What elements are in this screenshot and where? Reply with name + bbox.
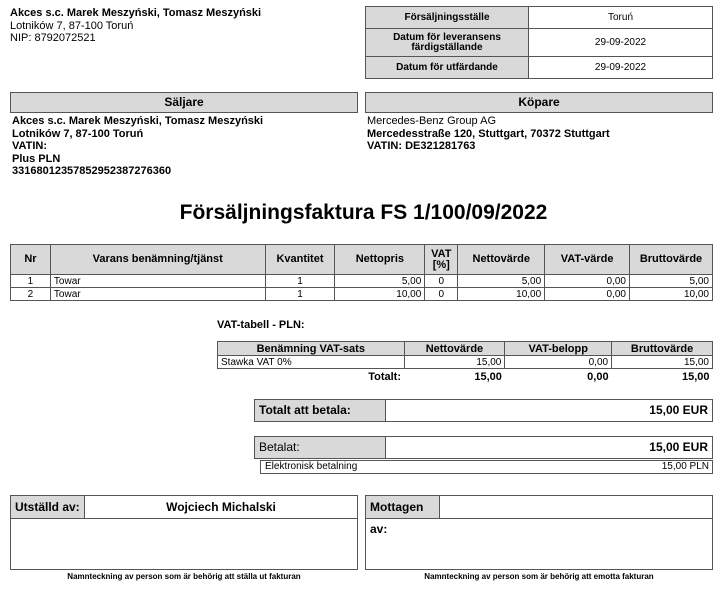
received-by-box: [365, 495, 713, 570]
payment-method-value: 15,00 PLN: [661, 461, 709, 472]
item-nr: 2: [11, 288, 51, 301]
issued-by-box: [10, 495, 358, 570]
col-header: Varans benämning/tjänst: [50, 245, 265, 275]
seller-header-nip: NIP: 8792072521: [10, 32, 96, 44]
item-qty: 1: [265, 275, 335, 288]
vat-total-gross: 15,00: [681, 370, 710, 383]
seller-details: [12, 115, 358, 178]
vat-gross: 15,00: [612, 356, 713, 369]
seller-header: [10, 7, 340, 45]
item-vat: 0: [425, 288, 458, 301]
buyer-vatin: VATIN: DE321281763: [367, 140, 476, 152]
item-net-value: 10,00: [458, 288, 545, 301]
vat-total-vat: 0,00: [587, 370, 609, 383]
info-label: Datum för leveransens färdigställande: [366, 29, 529, 57]
vat-total-net: 15,00: [474, 370, 502, 383]
item-net-price: 10,00: [335, 288, 425, 301]
total-to-pay-label: Totalt att betala:: [255, 400, 386, 421]
item-qty: 1: [265, 288, 335, 301]
item-gross-value: 10,00: [630, 288, 713, 301]
received-by-name-cell: [440, 496, 712, 519]
seller-title: Säljare: [10, 92, 358, 113]
seller-header-name: Akces s.c. Marek Meszyński, Tomasz Meszyński: [10, 7, 262, 19]
items-header-row: [11, 245, 713, 275]
col-header: VAT-belopp: [505, 342, 612, 356]
vat-table: [217, 341, 713, 385]
item-nr: 1: [11, 275, 51, 288]
table-row: [11, 288, 713, 301]
seller-account: 33168012357852952387276360: [12, 165, 172, 177]
received-by-caption: Namnteckning av person som är behörig att emotta fakturan: [424, 572, 654, 581]
vat-total-row: [218, 369, 713, 385]
vat-net: 15,00: [404, 356, 505, 369]
col-header: Nettovärde: [458, 245, 545, 275]
seller-name: Akces s.c. Marek Meszyński, Tomasz Meszyński: [12, 115, 264, 127]
received-by-label: Mottagen av:: [366, 496, 440, 519]
vat-header-row: [218, 342, 713, 356]
vat-rate-name: Stawka VAT 0%: [218, 356, 405, 369]
issued-by-caption: Namnteckning av person som är behörig att ställa ut fakturan: [67, 572, 301, 581]
total-to-pay-value: 15,00 EUR: [649, 403, 708, 417]
item-name: Towar: [50, 288, 265, 301]
col-header: Bruttovärde: [630, 245, 713, 275]
col-header: Nettopris: [335, 245, 425, 275]
paid-box: [254, 436, 713, 459]
col-header: Nr: [11, 245, 51, 275]
buyer-title: Köpare: [365, 92, 713, 113]
item-vat-value: 0,00: [545, 288, 630, 301]
total-to-pay-box: [254, 399, 713, 422]
col-header: Benämning VAT-sats: [218, 342, 405, 356]
invoice-info-table: [365, 6, 713, 79]
info-value: Toruń: [529, 7, 713, 29]
col-header: VAT-värde: [545, 245, 630, 275]
buyer-address: Mercedesstraße 120, Stuttgart, 70372 Stuttgart: [367, 127, 610, 140]
vat-total-label: Totalt:: [368, 370, 402, 383]
info-label: Försäljningsställe: [366, 7, 529, 29]
vat-table-title: VAT-tabell - PLN:: [217, 319, 305, 331]
paid-value: 15,00 EUR: [649, 440, 708, 454]
issued-by-name: Wojciech Michalski: [166, 500, 276, 514]
buyer-details: [367, 115, 713, 153]
item-name: Towar: [50, 275, 265, 288]
invoice-title: Försäljningsfaktura FS 1/100/09/2022: [179, 201, 548, 224]
item-gross-value: 5,00: [630, 275, 713, 288]
info-label: Datum för utfärdande: [366, 57, 529, 79]
col-header: VAT [%]: [425, 245, 458, 275]
table-row: [11, 275, 713, 288]
item-vat-value: 0,00: [545, 275, 630, 288]
col-header: Bruttovärde: [612, 342, 713, 356]
seller-bank: Plus PLN: [12, 152, 61, 165]
payment-method-row: [260, 460, 713, 474]
info-row: [366, 7, 713, 29]
seller-vatin: VATIN:: [12, 140, 48, 152]
item-net-price: 5,00: [335, 275, 425, 288]
vat-amount: 0,00: [505, 356, 612, 369]
seller-header-address: Lotników 7, 87-100 Toruń: [10, 19, 134, 32]
info-value: 29-09-2022: [529, 29, 713, 57]
issued-by-label: Utställd av:: [11, 496, 85, 519]
info-row: [366, 29, 713, 57]
seller-address: Lotników 7, 87-100 Toruń: [12, 127, 144, 140]
issued-by-name-cell: [85, 496, 357, 519]
info-row: [366, 57, 713, 79]
buyer-name: Mercedes-Benz Group AG: [367, 115, 497, 127]
col-header: Kvantitet: [265, 245, 335, 275]
item-vat: 0: [425, 275, 458, 288]
paid-label: Betalat:: [255, 437, 386, 458]
items-table: [10, 244, 713, 301]
info-value: 29-09-2022: [529, 57, 713, 79]
col-header: Nettovärde: [404, 342, 505, 356]
payment-method: Elektronisk betalning: [265, 461, 358, 472]
item-net-value: 5,00: [458, 275, 545, 288]
table-row: [218, 356, 713, 369]
